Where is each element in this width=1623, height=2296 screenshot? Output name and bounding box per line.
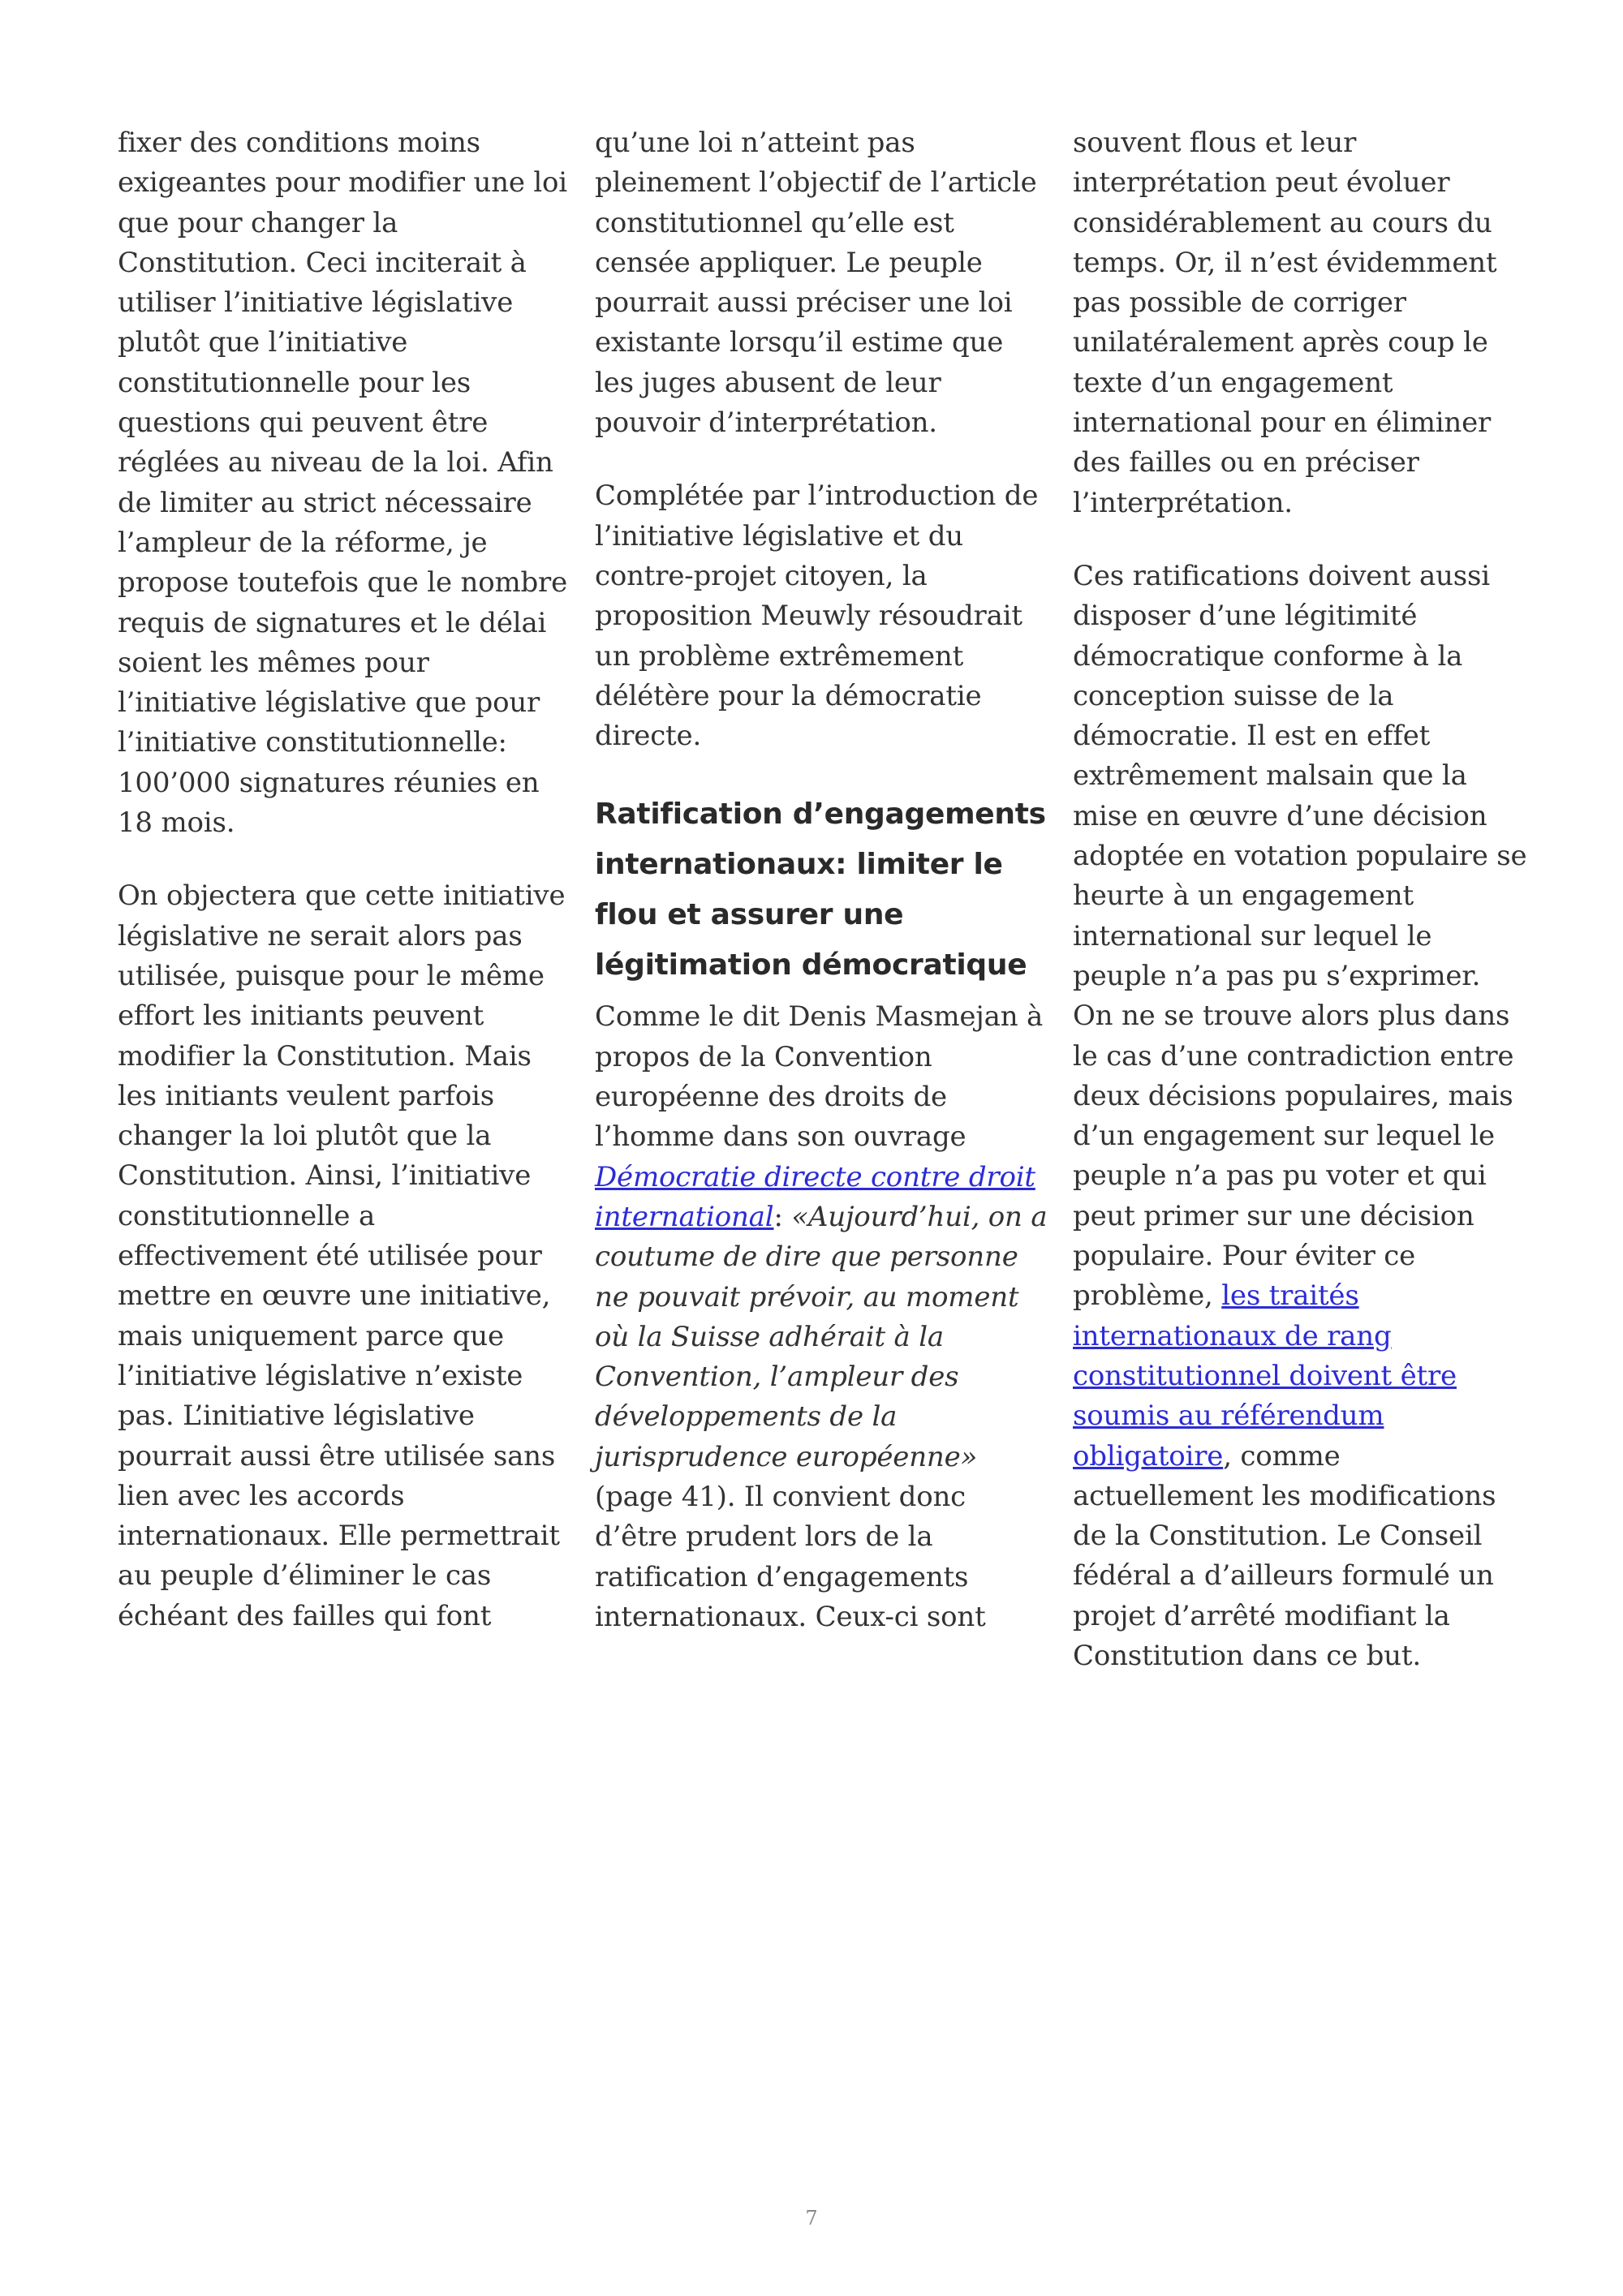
paragraph: fixer des conditions moins exigeantes pour modifier une loi que pour changer la Constitution. Ceci inciterait à utiliser l’initiative législative plutôt que l’initiative constitutionnelle pour les questions qui peuvent être réglées au niveau de la loi. Afin de limiter au strict nécessaire l’ampleur de la réforme, je propose toutefois que le nombre requis de signatures et le délai soient les mêmes pour l’initiative législative que pour l’initiative constitutionnelle: 100’000 signatures réunies en 18 mois. <box>118 127 568 840</box>
paragraph <box>595 997 1049 1637</box>
text-column-2 <box>595 123 1049 1670</box>
colon: : <box>773 1200 792 1233</box>
paragraph: Complétée par l’introduction de l’initiative législative et du contre-projet citoyen, la proposition Meuwly résoudrait un problème extrêmement délétère pour la démocratie directe. <box>595 479 1039 753</box>
paragraph: On objectera que cette initiative législative ne serait alors pas utilisée, puisque pour le même effort les initiants peuvent modifier la Constitution. Mais les initiants veulent parfois changer la loi plutôt que la Constitution. Ainsi, l’initiative constitutionnelle a effectivement été utilisée pour mettre en œuvre une initiative, mais uniquement parce que l’initiative législative n’existe pas. L’initiative législative pourrait aussi être utilisée sans lien avec les accords internationaux. Elle permettrait au peuple d’éliminer le cas échéant des failles qui font <box>118 879 566 1632</box>
paragraph-text: Ces ratifications doivent aussi disposer d’une légitimité démocratique conforme à la conception suisse de la démocratie. Il est en effet extrêmement malsain que la mise en œuvre d’une décision adoptée en votation populaire se heurte à un engagement international sur lequel le peuple n’a pas pu s’exprimer. On ne se trouve alors plus dans le cas d’une contradiction entre deux décisions populaires, mais d’un engagement sur lequel le peuple n’a pas pu voter et qui peut primer sur une décision populaire. Pour éviter ce problème, <box>1073 559 1527 1313</box>
paragraph: qu’une loi n’atteint pas pleinement l’objectif de l’article constitutionnel qu’elle est censée appliquer. Le peuple pourrait aussi préciser une loi existante lorsqu’il estime que les juges abusent de leur pouvoir d’interprétation. <box>595 127 1037 440</box>
paragraph-text: , comme actuellement les modifications de la Constitution. Le Conseil fédéral a d’ailleurs formulé un projet d’arrêté modifiant la Constitution dans ce but. <box>1073 1439 1496 1672</box>
treaties-referendum-link[interactable]: les traités internationaux de rang constitutionnel doivent être soumis au référendum obligatoire <box>1073 1279 1457 1473</box>
book-title-link[interactable]: Démocratie directe contre droit international <box>595 1160 1035 1233</box>
section-heading: Ratification d’engagements internationaux: limiter le flou et assurer une légitimation démocratique <box>595 798 1046 982</box>
text-column-3 <box>1073 123 1527 1709</box>
paragraph <box>1073 557 1527 1676</box>
paragraph-text: (page 41). Il convient donc d’être prudent lors de la ratification d’engagements internationaux. Ceux-ci sont <box>595 1481 986 1633</box>
quote-text: «Aujourd’hui, on a coutume de dire que personne ne pouvait prévoir, au moment où la Suisse adhérait à la Convention, l’ampleur des développements de la jurisprudence européenne» <box>595 1200 1048 1473</box>
paragraph: souvent flous et leur interprétation peut évoluer considérablement au cours du temps. Or, il n’est évidemment pas possible de corriger unilatéralement après coup le texte d’un engagement international pour en éliminer des failles ou en préciser l’interprétation. <box>1073 127 1497 519</box>
text-column-1 <box>118 123 572 1670</box>
page-number: 7 <box>805 2207 818 2229</box>
paragraph-text: Comme le dit Denis Masmejan à propos de la Convention européenne des droits de l’homme dans son ouvrage <box>595 1000 1044 1154</box>
